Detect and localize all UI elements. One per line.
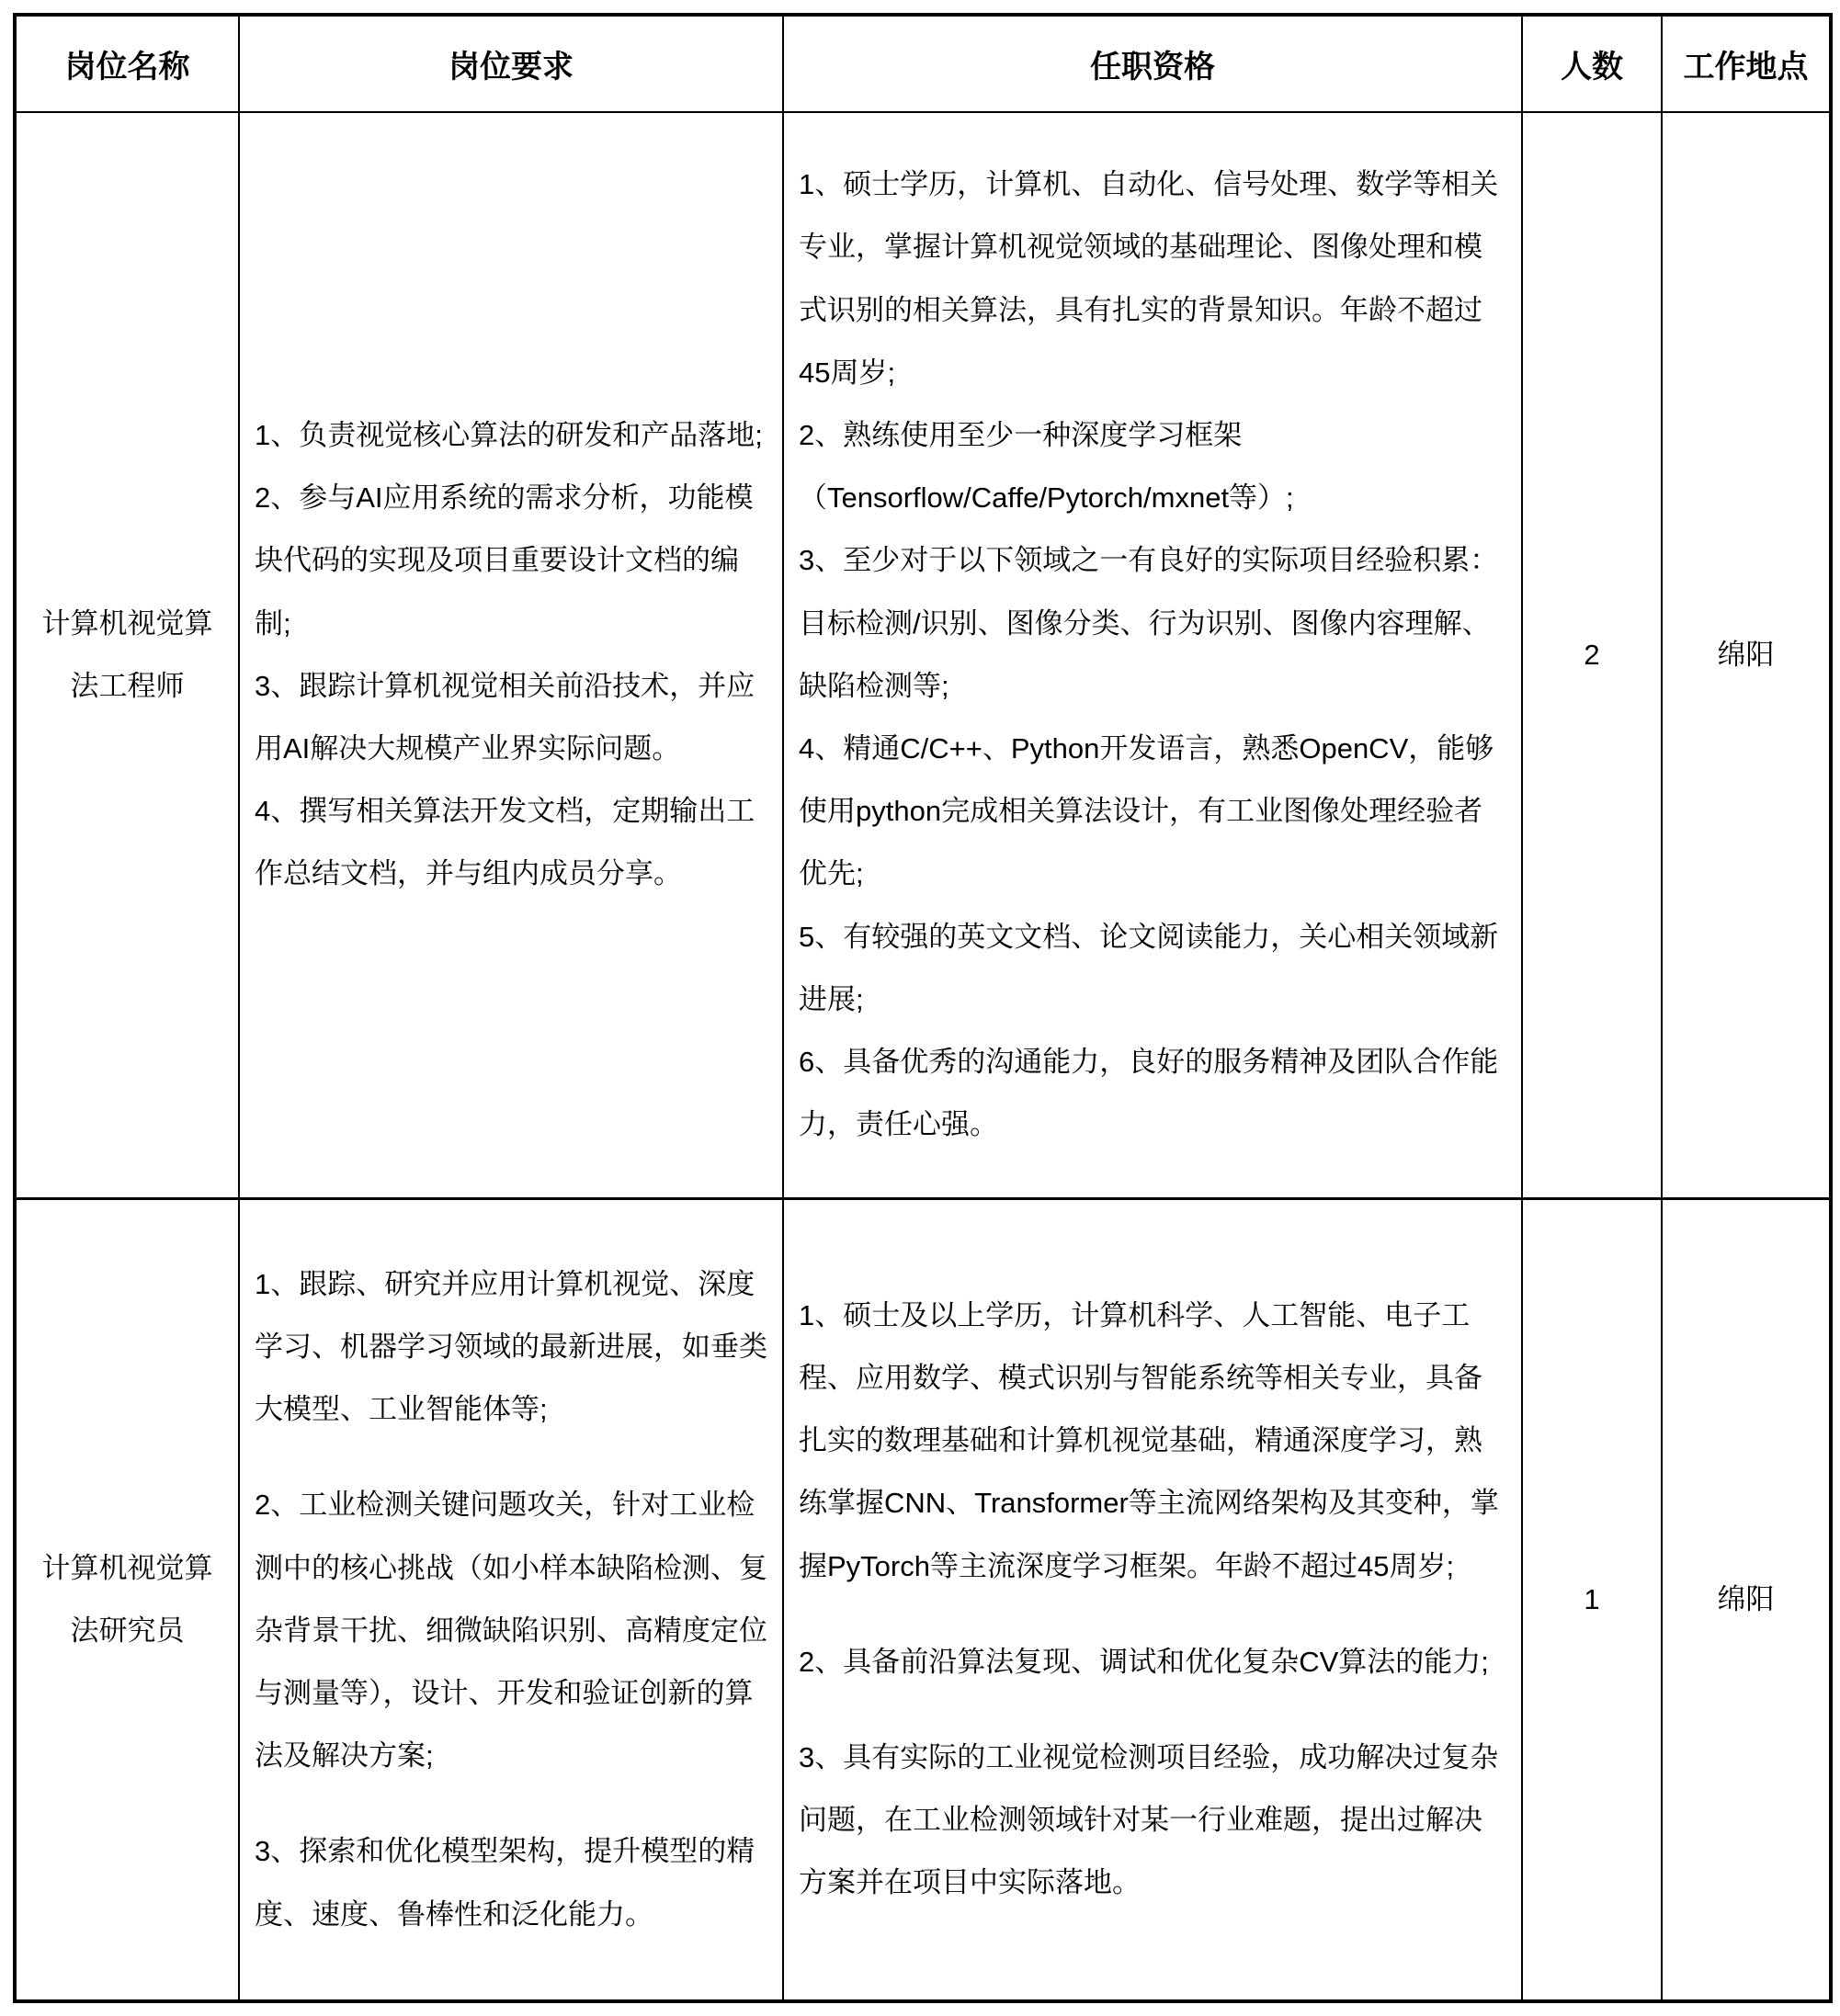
table-row-cv-algorithm-engineer xyxy=(15,112,1831,1198)
qualifications-cell xyxy=(783,112,1522,1198)
column-header-headcount: 人数 xyxy=(1522,15,1662,112)
qualifications-cell xyxy=(783,1198,1522,2001)
column-header-location: 工作地点 xyxy=(1662,15,1831,112)
table-row-cv-algorithm-researcher xyxy=(15,1198,1831,2001)
headcount-cell: 1 xyxy=(1522,1198,1662,2001)
requirements-text: 1、负责视觉核心算法的研发和产品落地; 2、参与AI应用系统的需求分析，功能模块代码的实现及项目重要设计文档的编制; 3、跟踪计算机视觉相关前沿技术，并应用AI解决大规模产业界实际问题。 4、撰写相关算法开发文档，定期输出工作总结文档，并与组内成员分享。 xyxy=(255,419,763,890)
requirements-text: 1、跟踪、研究并应用计算机视觉、深度学习、机器学习领域的最新进展，如垂类大模型、工业智能体等; 2、工业检测关键问题攻关，针对工业检测中的核心挑战（如小样本缺陷检测、复杂背景干扰、细微缺陷识别、高精度定位与测量等），设计、开发和验证创新的算法及解决方案; 3、探索和优化模型架构，提升模型的精度、速度、鲁棒性和泛化能力。 xyxy=(255,1267,767,1931)
header-row xyxy=(15,15,1831,112)
job-title-cell: 计算机视觉算法工程师 xyxy=(15,112,239,1198)
location-cell: 绵阳 xyxy=(1662,1198,1831,2001)
qualifications-text: 1、硕士及以上学历，计算机科学、人工智能、电子工程、应用数学、模式识别与智能系统等相关专业，具备扎实的数理基础和计算机视觉基础，精通深度学习，熟练掌握CNN、Transformer等主流网络架构及其变种，掌握PyTorch等主流深度学习框架。年龄不超过45周岁; 2、具备前沿算法复现、调试和优化复杂CV算法的能力; 3、具有实际的工业视觉检测项目经验，成功解决过复杂问题，在工业检测领域针对某一行业难题，提出过解决方案并在项目中实际落地。 xyxy=(799,1298,1499,1899)
job-positions-table xyxy=(13,13,1833,2003)
column-header-qualifications: 任职资格 xyxy=(783,15,1522,112)
qualifications-text: 1、硕士学历，计算机、自动化、信号处理、数学等相关专业，掌握计算机视觉领域的基础理论、图像处理和模式识别的相关算法，具有扎实的背景知识。年龄不超过45周岁; 2、熟练使用至少一种深度学习框架（Tensorflow/Caffe/Pytorch/mxnet等）; 3、至少对于以下领域之一有良好的实际项目经验积累：目标检测/识别、图像分类、行为识别、图像内容理解、缺陷检测等; 4、精通C/C++、Python开发语言，熟悉OpenCV，能够使用python完成相关算法设计，有工业图像处理经验者优先; 5、有较强的英文文档、论文阅读能力，关心相关领域新进展; 6、具备优秀的沟通能力，良好的服务精神及团队合作能力，责任心强。 xyxy=(799,168,1499,1141)
requirements-cell xyxy=(239,112,783,1198)
location-cell: 绵阳 xyxy=(1662,112,1831,1198)
headcount-cell: 2 xyxy=(1522,112,1662,1198)
job-title-cell: 计算机视觉算法研究员 xyxy=(15,1198,239,2001)
column-header-requirements: 岗位要求 xyxy=(239,15,783,112)
column-header-position-name: 岗位名称 xyxy=(15,15,239,112)
requirements-cell xyxy=(239,1198,783,2001)
